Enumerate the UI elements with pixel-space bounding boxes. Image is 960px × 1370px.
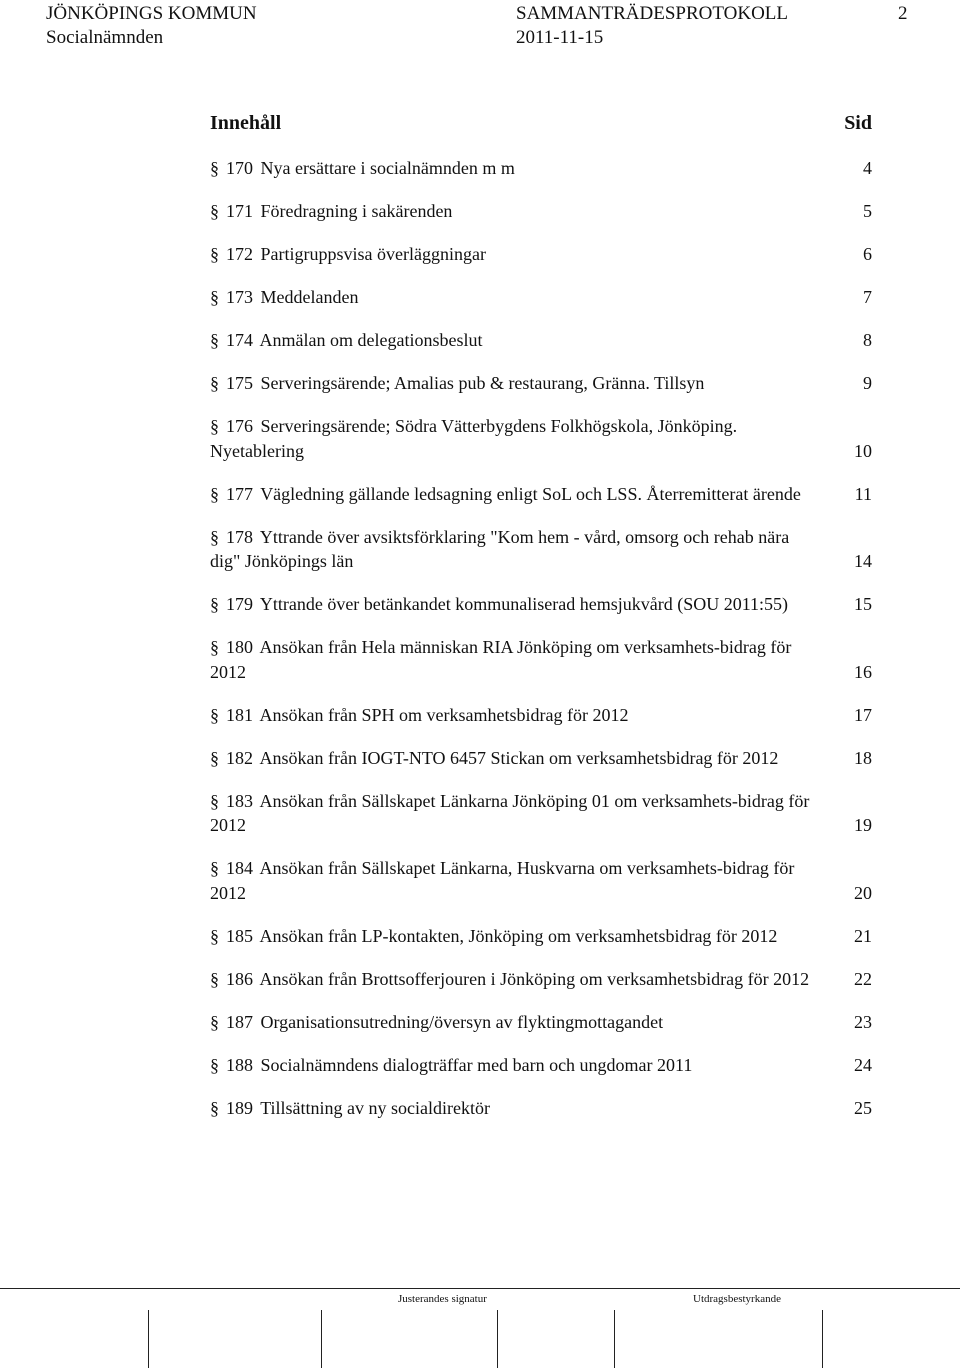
toc-entry-title: Nya ersättare i socialnämnden m m [260,158,515,178]
toc-entry-page: 8 [863,330,872,350]
toc-entry-number: 181 [226,704,253,725]
toc-entry-number: 170 [226,158,253,178]
toc-entry [210,156,872,181]
table-of-contents [210,156,872,1120]
toc-entry [210,924,872,949]
section-sign: § [210,747,219,768]
toc-entry-page: 23 [854,1011,872,1032]
signature-line [321,1310,322,1368]
toc-entry-text [210,328,872,353]
toc-entry-number: 178 [226,526,253,547]
toc-entry-page: 19 [854,815,872,835]
toc-entry-text [210,199,872,224]
toc-entry-title: Ansökan från IOGT-NTO 6457 Stickan om verksamhetsbidrag för 2012 [259,747,779,768]
section-sign: § [210,373,219,393]
toc-entry-text [210,242,872,267]
toc-entry [210,789,872,838]
toc-entry-title: Socialnämndens dialogträffar med barn och ungdomar 2011 [260,1054,693,1075]
toc-entry-text [210,924,872,949]
toc-entry-title: Ansökan från SPH om verksamhetsbidrag för 2012 [259,704,629,725]
toc-entry-title: Yttrande över betänkandet kommunaliserad hemsjukvård (SOU 2011:55) [259,594,789,614]
section-sign: § [210,594,219,614]
section-sign: § [210,158,219,178]
toc-entry-title: Organisationsutredning/översyn av flyktingmottagandet [260,1011,664,1032]
toc-entry-number: 184 [226,858,253,878]
toc-entry [210,242,872,267]
toc-entry-number: 171 [226,201,253,221]
toc-entry-number: 188 [226,1054,253,1075]
section-sign: § [210,526,219,547]
toc-page-column-label: Sid [844,112,872,134]
section-sign: § [210,483,219,504]
section-sign: § [210,1054,219,1075]
toc-entry-text [210,525,872,574]
section-sign: § [210,244,219,264]
signature-line [497,1310,498,1368]
toc-entry [210,1053,872,1078]
toc-entry-number: 173 [226,287,253,307]
section-sign: § [210,330,219,350]
toc-entry-number: 186 [226,968,253,989]
signature-line [148,1310,149,1368]
toc-entry-number: 174 [226,330,253,350]
toc-entry-page: 17 [854,704,872,725]
toc-entry-title: Tillsättning av ny socialdirektör [260,1097,491,1118]
toc-entry-page: 10 [854,440,872,461]
section-sign: § [210,1097,219,1118]
toc-entry-title: Serveringsärende; Södra Vätterbygdens Folkhögskola, Jönköping. Nyetablering [210,416,738,461]
section-sign: § [210,925,219,946]
header-doc-type: SAMMANTRÄDESPROTOKOLL [516,3,789,24]
header-date: 2011-11-15 [516,27,604,48]
toc-entry-text [210,856,872,905]
toc-entry [210,525,872,574]
toc-entry [210,414,872,463]
toc-entry [210,199,872,224]
section-sign: § [210,1011,219,1032]
toc-entry-text [210,482,872,507]
toc-entry-text [210,1010,872,1035]
section-sign: § [210,968,219,989]
header-page-number: 2 [898,3,908,24]
section-sign: § [210,858,219,878]
signature-line [614,1310,615,1368]
footer-right-label: Utdragsbestyrkande [693,1293,781,1305]
toc-entry-text [210,635,872,684]
toc-entry-title: Partigruppsvisa överläggningar [260,244,486,264]
toc-entry-page: 25 [854,1097,872,1118]
toc-heading [210,112,872,135]
section-sign: § [210,416,219,436]
toc-entry-text [210,1096,872,1121]
toc-entry-title: Ansökan från Sällskapet Länkarna, Huskvarna om verksamhets-bidrag för 2012 [210,858,795,903]
toc-entry [210,371,872,396]
toc-entry-title: Yttrande över avsiktsförklaring "Kom hem - vård, omsorg och rehab nära dig" Jönköpings län [210,526,790,571]
toc-entry-page: 6 [863,244,872,264]
section-sign: § [210,201,219,221]
toc-title: Innehåll [210,112,282,134]
toc-entry-title: Ansökan från Brottsofferjouren i Jönköping om verksamhetsbidrag för 2012 [259,968,810,989]
toc-entry-page: 16 [854,661,872,682]
toc-entry [210,592,872,617]
toc-entry-title: Ansökan från Sällskapet Länkarna Jönköping 01 om verksamhets-bidrag för 2012 [210,790,810,835]
toc-entry-number: 183 [226,790,253,811]
toc-entry-page: 22 [854,968,872,989]
toc-entry [210,856,872,905]
toc-entry-page: 18 [854,747,872,768]
toc-entry-number: 175 [226,373,253,393]
toc-entry-title: Meddelanden [260,287,359,307]
toc-entry-number: 182 [226,747,253,768]
toc-entry-title: Vägledning gällande ledsagning enligt SoL och LSS. Återremitterat ärende [260,483,801,504]
toc-entry-text [210,746,872,771]
toc-entry-text [210,285,872,310]
toc-entry-page: 15 [854,594,872,614]
toc-entry-page: 24 [854,1054,872,1075]
section-sign: § [210,287,219,307]
toc-entry-page: 20 [854,882,872,903]
toc-entry-title: Serveringsärende; Amalias pub & restaurang, Gränna. Tillsyn [260,373,705,393]
toc-entry-text [210,703,872,728]
toc-entry-title: Ansökan från Hela människan RIA Jönköping om verksamhets-bidrag för 2012 [210,637,792,682]
toc-entry-page: 21 [854,925,872,946]
toc-entry [210,328,872,353]
section-sign: § [210,790,219,811]
toc-entry-number: 180 [226,637,253,657]
toc-entry [210,967,872,992]
toc-entry [210,1096,872,1121]
toc-entry-number: 177 [226,483,253,504]
toc-entry-text [210,371,872,396]
toc-entry-page: 7 [863,287,872,307]
toc-entry-title: Föredragning i sakärenden [260,201,453,221]
toc-entry-page: 14 [854,551,872,571]
footer-left-label: Justerandes signatur [398,1293,487,1305]
toc-entry [210,1010,872,1035]
toc-entry-text [210,156,872,181]
toc-entry-title: Anmälan om delegationsbeslut [259,330,483,350]
footer-divider [0,1288,960,1289]
toc-entry-number: 176 [226,416,253,436]
toc-entry-page: 5 [863,201,872,221]
toc-entry-number: 187 [226,1011,253,1032]
toc-entry [210,482,872,507]
toc-entry [210,285,872,310]
toc-entry-text [210,414,872,463]
toc-entry-page: 11 [854,483,872,504]
toc-entry-page: 4 [863,158,872,178]
toc-entry-text [210,967,872,992]
toc-entry-text [210,592,872,617]
header-org: JÖNKÖPINGS KOMMUN [46,3,257,24]
toc-entry-text [210,789,872,838]
toc-entry-number: 189 [226,1097,253,1118]
section-sign: § [210,637,219,657]
toc-entry-number: 179 [226,594,253,614]
toc-entry [210,703,872,728]
toc-entry-text [210,1053,872,1078]
header-dept: Socialnämnden [46,27,164,48]
toc-entry-title: Ansökan från LP-kontakten, Jönköping om verksamhetsbidrag för 2012 [259,925,778,946]
signature-line [822,1310,823,1368]
toc-entry [210,746,872,771]
section-sign: § [210,704,219,725]
toc-entry-page: 9 [863,373,872,393]
toc-entry-number: 185 [226,925,253,946]
toc-entry [210,635,872,684]
toc-entry-number: 172 [226,244,253,264]
